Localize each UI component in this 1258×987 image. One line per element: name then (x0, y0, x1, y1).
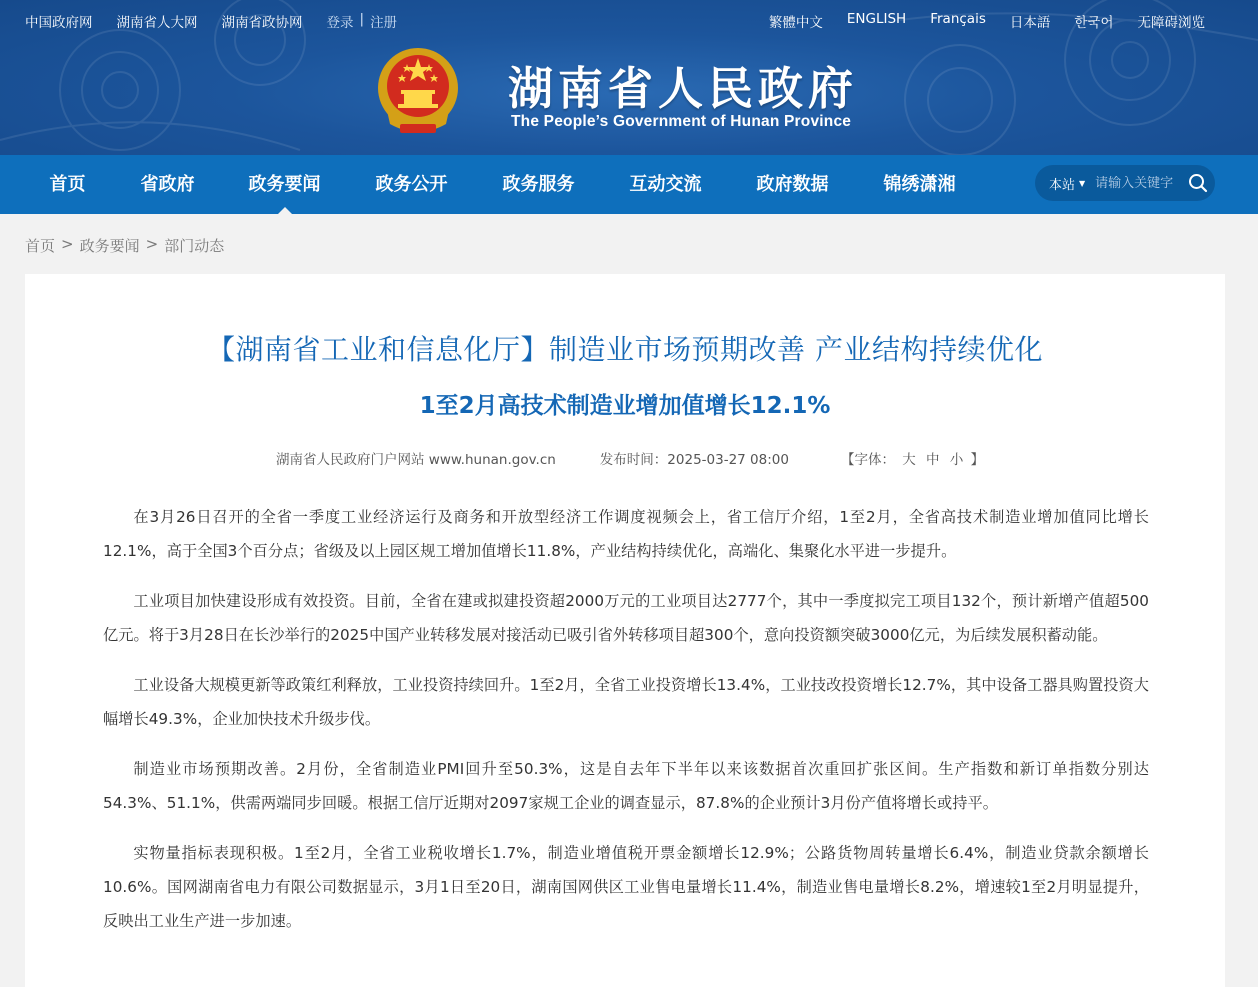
header-banner (0, 0, 1258, 155)
nav-item-home[interactable]: 首页 (49, 174, 86, 195)
lang-french[interactable]: Français (930, 11, 986, 27)
publish-time-value: 2025-03-27 08:00 (667, 452, 789, 468)
login-divider: | (359, 11, 365, 27)
publish-time-label: 发布时间： (599, 452, 668, 468)
article-card (25, 274, 1225, 987)
article-subtitle: 1至2月高技术制造业增加值增长12.1% (419, 393, 831, 419)
nav-item-gov-services[interactable]: 政务服务 (502, 174, 575, 195)
breadcrumb-separator: > (61, 235, 74, 253)
font-size-medium-button[interactable]: 中 (926, 452, 940, 468)
article-publish-time (600, 448, 789, 468)
font-size-control (841, 448, 984, 468)
article-paragraph: 在3月26日召开的全省一季度工业经济运行及商务和开放型经济工作调度视频会上，省工信厅介绍，1至2月，全省高技术制造业增加值同比增长12.1%，高于全国3个百分点；省级及以上园区规工增加值增长11.8%，产业结构持续优化，高端化、集聚化水平进一步提升。 (103, 508, 1149, 560)
breadcrumb-dept-news[interactable]: 部门动态 (164, 237, 225, 255)
national-emblem-icon (374, 44, 462, 136)
nav-item-gov-data[interactable]: 政府数据 (756, 174, 829, 195)
nav-item-gov-news[interactable]: 政务要闻 (226, 155, 343, 214)
article-paragraph: 工业设备大规模更新等政策红利释放，工业投资持续回升。1至2月，全省工业投资增长13.4%，工业技改投资增长12.7%，其中设备工器具购置投资大幅增长49.3%，企业加快技术升级步伐。 (103, 676, 1149, 728)
chevron-down-icon: ▼ (1079, 178, 1086, 188)
breadcrumb-gov-news[interactable]: 政务要闻 (79, 237, 140, 255)
nav-item-jinxiu-xiaoxiang[interactable]: 锦绣潇湘 (883, 174, 956, 195)
search-icon[interactable] (1187, 172, 1209, 194)
lang-korean[interactable]: 한국어 (1074, 15, 1114, 31)
breadcrumb-home[interactable]: 首页 (25, 237, 56, 255)
article-paragraph: 制造业市场预期改善。2月份，全省制造业PMI回升至50.3%，这是自去年下半年以来该数据首次重回扩张区间。生产指数和新订单指数分别达54.3%、51.1%，供需两端同步回暖。根据工信厅近期对2097家规工企业的调查显示，87.8%的企业预计3月份产值将增长或持平。 (103, 760, 1149, 812)
site-title-english: The People’s Government of Hunan Province (511, 113, 852, 130)
article-title: 【湖南省工业和信息化厅】制造业市场预期改善 产业结构持续优化 (207, 333, 1043, 366)
top-utility-bar (0, 11, 1258, 31)
article-paragraph: 实物量指标表现积极。1至2月，全省工业税收增长1.7%，制造业增值税开票金额增长12.9%；公路货物周转量增长6.4%，制造业贷款余额增长10.6%。国网湖南省电力有限公司数据显示，3月1日至20日，湖南国网供区工业售电量增长11.4%，制造业售电量增长8.2%，增速较1至2月明显提升，反映出工业生产进一步加速。 (103, 844, 1149, 930)
lang-traditional-chinese[interactable]: 繁體中文 (768, 15, 823, 31)
article-paragraph: 工业项目加快建设形成有效投资。目前，全省在建或拟建投资超2000万元的工业项目达2777个，其中一季度拟完工项目132个，预计新增产值超500亿元。将于3月28日在长沙举行的2025中国产业转移发展对接活动已吸引省外转移项目超300个，意向投资额突破3000亿元，为后续发展积蓄动能。 (103, 592, 1149, 644)
article-meta (276, 448, 984, 468)
link-hunan-npc[interactable]: 湖南省人大网 (116, 15, 198, 31)
register-link[interactable]: 注册 (370, 15, 398, 31)
breadcrumb-separator: > (145, 235, 159, 253)
login-link[interactable]: 登录 (326, 15, 354, 31)
nav-item-provincial-gov[interactable]: 省政府 (140, 174, 195, 195)
link-gov-cn[interactable]: 中国政府网 (25, 15, 93, 31)
font-size-small-button[interactable]: 小 (949, 452, 964, 468)
font-size-large-button[interactable]: 大 (902, 452, 916, 468)
lang-english[interactable]: ENGLISH (846, 11, 907, 27)
site-title-chinese: 湖南省人民政府 (508, 62, 859, 115)
search-input[interactable] (1095, 176, 1185, 191)
search-scope-dropdown[interactable] (1049, 174, 1085, 193)
accessibility-link[interactable]: 无障碍浏览 (1137, 15, 1205, 31)
article-source: 湖南省人民政府门户网站 www.hunan.gov.cn (276, 452, 556, 468)
nav-item-interaction[interactable]: 互动交流 (629, 174, 702, 195)
font-size-open: 【字体： (840, 452, 895, 468)
font-size-close: 】 (970, 452, 985, 468)
lang-japanese[interactable]: 日本語 (1009, 15, 1051, 31)
breadcrumb (25, 235, 224, 256)
search-scope-label: 本站 (1049, 177, 1076, 193)
link-hunan-cppcc[interactable]: 湖南省政协网 (221, 15, 303, 31)
site-search (1035, 165, 1215, 201)
nav-item-gov-disclosure[interactable]: 政务公开 (375, 174, 448, 195)
article-body (103, 500, 1149, 954)
